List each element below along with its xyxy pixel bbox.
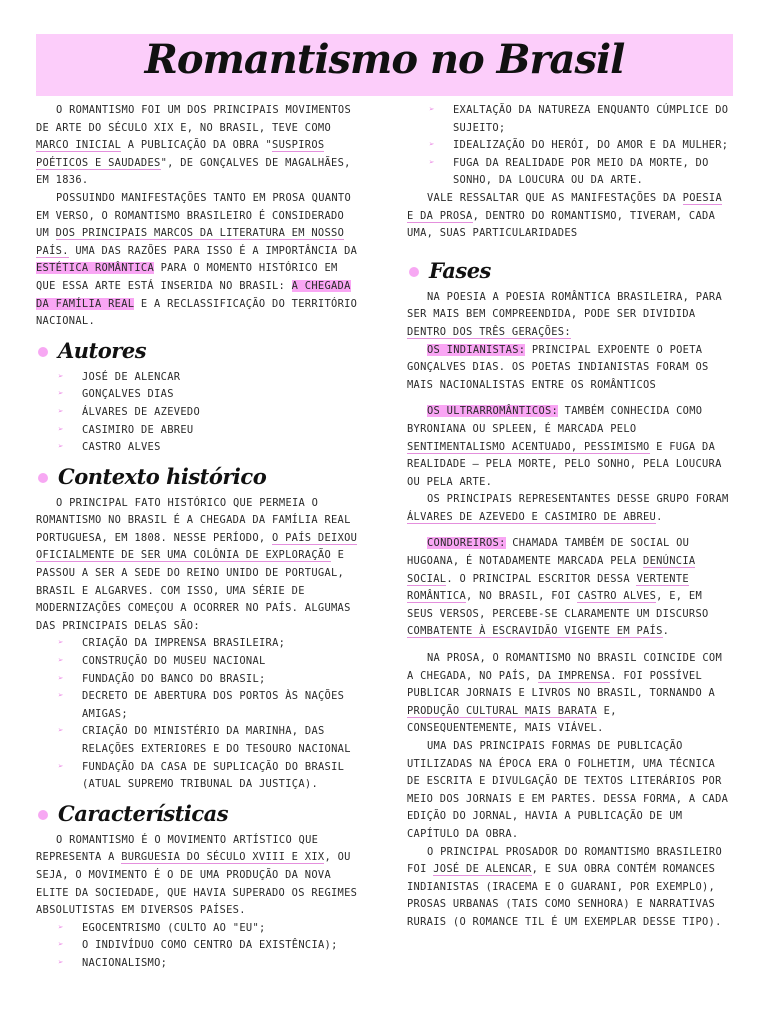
arrow-bullet-icon: ➢	[429, 157, 435, 168]
list-item: ➢ IDEALIZAÇÃO DO HERÓI, DO AMOR E DA MULHER;	[429, 137, 729, 155]
caracteristicas-paragraph-2: VALE RESSALTAR QUE AS MANIFESTAÇÕES DA POESIA E DA PROSA, DENTRO DO ROMANTISMO, TIVERAM, CADA UMA, SUAS PARTICULARIDADES	[407, 191, 723, 240]
contexto-paragraph: O PRINCIPAL FATO HISTÓRICO QUE PERMEIA O ROMANTISMO NO BRASIL É A CHEGADA DA FAMÍLIA REAL PORTUGUESA, EM 1808. NESSE PERÍODO, O PAÍS DEIXOU OFICIALMENTE DE SER UMA COLÔNIA DE EXPLORAÇÃO E PASSOU A SER A SEDE DO REINO UNIDO DE PORTUGAL, BRASIL E ALGARVES. COM ISSO, UMA SÉRIE DE MODERNIZAÇÕES COMEÇOU A OCORRER NO PAÍS. ALGUMAS DAS PRINCIPAIS DELAS SÃO:	[36, 496, 358, 632]
bullet-dot-icon	[409, 267, 419, 277]
arrow-bullet-icon: ➢	[429, 105, 435, 115]
list-item: ➢ O INDIVÍDUO COMO CENTRO DA EXISTÊNCIA);	[58, 937, 358, 955]
fases-intro-paragraph: NA POESIA A POESIA ROMÂNTICA BRASILEIRA, PARA SER MAIS BEM COMPREENDIDA, PODE SER DIVIDIDA DENTRO DOS TRÊS GERAÇÕES:	[407, 290, 723, 338]
arrow-bullet-icon: ➢	[429, 140, 435, 151]
list-item: ➢ DECRETO DE ABERTURA DOS PORTOS ÀS NAÇÕES AMIGAS;	[58, 690, 345, 720]
arrow-bullet-icon: ➢	[58, 371, 64, 382]
list-item: ➢ EXALTAÇÃO DA NATUREZA ENQUANTO CÚMPLICE DO SUJEITO;	[429, 104, 729, 134]
arrow-bullet-icon: ➢	[58, 424, 64, 435]
caracteristicas-paragraph: O ROMANTISMO É O MOVIMENTO ARTÍSTICO QUE REPRESENTA A BURGUESIA DO SÉCULO XVIII E XIX, OU SEJA, O MOVIMENTO É O DE UMA PRODUÇÃO DA NOVA ELITE DA SOCIEDADE, QUE HAVIA SUPERADO OS REGIMES ABSOLUTISTAS EM DIVERSOS PAÍSES.	[36, 833, 358, 917]
caracteristicas-list-part-2	[407, 102, 729, 190]
ultrarromanticos-paragraph-2: OS PRINCIPAIS REPRESENTANTES DESSE GRUPO FORAM ÁLVARES DE AZEVEDO E CASIMIRO DE ABREU.	[407, 493, 729, 523]
list-item: ➢ NACIONALISMO;	[58, 955, 358, 973]
prosa-paragraph-1: NA PROSA, O ROMANTISMO NO BRASIL COINCIDE COM A CHEGADA, NO PAÍS, DA IMPRENSA. FOI POSSÍVEL PUBLICAR JORNAIS E LIVROS NO BRASIL, TORNANDO A PRODUÇÃO CULTURAL MAIS BARATA E, CONSEQUENTEMENTE, MAIS VIÁVEL.	[407, 652, 723, 735]
prosa-paragraph-3: O PRINCIPAL PROSADOR DO ROMANTISMO BRASILEIRO FOI JOSÉ DE ALENCAR, E SUA OBRA CONTÉM ROMANCES INDIANISTAS (IRACEMA E O GUARANI, POR EXEMPLO), PROSAS URBANAS (TAIS COMO SENHORA) E NARRATIVAS RURAIS (O ROMANCE TIL É UM EXEMPLAR DESSE TIPO).	[407, 845, 723, 928]
section-heading-autores: Autores	[36, 335, 358, 367]
list-item: ➢ GONÇALVES DIAS	[58, 386, 358, 404]
list-item: ➢ ÁLVARES DE AZEVEDO	[58, 404, 358, 422]
intro-paragraph-2: POSSUINDO MANIFESTAÇÕES TANTO EM PROSA QUANTO EM VERSO, O ROMANTISMO BRASILEIRO É CONSIDERADO UM DOS PRINCIPAIS MARCOS DA LITERATURA EM NOSSO PAÍS. UMA DAS RAZÕES PARA ISSO É A IMPORTÂNCIA DA ESTÉTICA ROMÂNTICA PARA O MOMENTO HISTÓRICO EM QUE ESSA ARTE ESTÁ INSERIDA NO BRASIL: A CHEGADA DA FAMÍLIA REAL E A RECLASSIFICAÇÃO DO TERRITÓRIO NACIONAL.	[36, 191, 358, 328]
bullet-dot-icon	[38, 810, 48, 820]
arrow-bullet-icon: ➢	[58, 922, 64, 933]
arrow-bullet-icon: ➢	[58, 691, 64, 702]
section-heading-fases: Fases	[407, 255, 729, 287]
autores-list	[36, 369, 358, 457]
condoreiros-paragraph: CONDOREIROS: CHAMADA TAMBÉM DE SOCIAL OU HUGOANA, É NOTADAMENTE MARCADA PELA DENÚNCIA SOCIAL. O PRINCIPAL ESCRITOR DESSA VERTENTE ROMÂNTICA, NO BRASIL, FOI CASTRO ALVES, E, EM SEUS VERSOS, PERCEBE-SE CLARAMENTE UM DISCURSO COMBATENTE À ESCRAVIDÃO VIGENTE EM PAÍS.	[407, 537, 709, 638]
list-item: ➢ FUGA DA REALIDADE POR MEIO DA MORTE, DO SONHO, DA LOUCURA OU DA ARTE.	[429, 156, 709, 187]
arrow-bullet-icon: ➢	[58, 726, 64, 737]
page-title: Romantismo no Brasil	[144, 36, 625, 83]
arrow-bullet-icon: ➢	[58, 957, 64, 968]
arrow-bullet-icon: ➢	[58, 389, 64, 400]
section-heading-caracteristicas: Características	[36, 798, 358, 830]
arrow-bullet-icon: ➢	[58, 638, 64, 649]
title-banner	[36, 34, 733, 96]
list-item: ➢ JOSÉ DE ALENCAR	[58, 369, 358, 387]
list-item: ➢ CASIMIRO DE ABREU	[58, 422, 358, 440]
list-item: ➢ CRIAÇÃO DA IMPRENSA BRASILEIRA;	[58, 635, 358, 653]
arrow-bullet-icon: ➢	[58, 761, 64, 772]
left-column	[36, 102, 358, 973]
contexto-list	[36, 635, 358, 793]
list-item: ➢ CRIAÇÃO DO MINISTÉRIO DA MARINHA, DAS RELAÇÕES EXTERIORES E DO TESOURO NACIONAL	[58, 725, 351, 755]
list-item: ➢ CASTRO ALVES	[58, 439, 358, 457]
list-item: ➢ EGOCENTRISMO (CULTO AO "EU";	[58, 920, 358, 938]
arrow-bullet-icon: ➢	[58, 442, 64, 453]
bullet-dot-icon	[38, 347, 48, 357]
right-column	[407, 102, 729, 932]
arrow-bullet-icon: ➢	[58, 656, 64, 667]
caracteristicas-list-part-1	[36, 920, 358, 973]
list-item: ➢ CONSTRUÇÃO DO MUSEU NACIONAL	[58, 653, 358, 671]
arrow-bullet-icon: ➢	[58, 673, 64, 684]
arrow-bullet-icon: ➢	[58, 406, 64, 417]
prosa-paragraph-2: UMA DAS PRINCIPAIS FORMAS DE PUBLICAÇÃO UTILIZADAS NA ÉPOCA ERA O FOLHETIM, UMA TÉCNICA DE ESCRITA E DIVULGAÇÃO DE TEXTOS LITERÁRIOS POR MEIO DOS JORNAIS E EM PARTES. DESSA FORMA, A CADA EDIÇÃO DO JORNAL, HAVIA A PUBLICAÇÃO DE UM CAPÍTULO DA OBRA.	[407, 740, 729, 840]
intro-paragraph-1: O ROMANTISMO FOI UM DOS PRINCIPAIS MOVIMENTOS DE ARTE DO SÉCULO XIX E, NO BRASIL, TEVE COMO MARCO INICIAL A PUBLICAÇÃO DA OBRA "SUSPIROS POÉTICOS E SAUDADES", DE GONÇALVES DE MAGALHÃES, EM 1836.	[36, 104, 352, 187]
list-item: ➢ FUNDAÇÃO DO BANCO DO BRASIL;	[58, 671, 358, 689]
list-item: ➢ FUNDAÇÃO DA CASA DE SUPLICAÇÃO DO BRASIL (ATUAL SUPREMO TRIBUNAL DA JUSTIÇA).	[58, 760, 345, 791]
section-heading-contexto: Contexto histórico	[36, 461, 358, 493]
bullet-dot-icon	[38, 473, 48, 483]
indianistas-paragraph: OS INDIANISTAS: PRINCIPAL EXPOENTE O POETA GONÇALVES DIAS. OS POETAS INDIANISTAS FORAM OS MAIS NACIONALISTAS ENTRE OS ROMÂNTICOS	[407, 343, 709, 391]
ultrarromanticos-paragraph: OS ULTRARROMÂNTICOS: TAMBÉM CONHECIDA COMO BYRONIANA OU SPLEEN, É MARCADA PELO SENTIMENTALISMO ACENTUADO, PESSIMISMO E FUGA DA REALIDADE – PELA MORTE, PELO SONHO, PELA LOUCURA OU PELA ARTE.	[407, 405, 722, 488]
arrow-bullet-icon: ➢	[58, 940, 64, 951]
